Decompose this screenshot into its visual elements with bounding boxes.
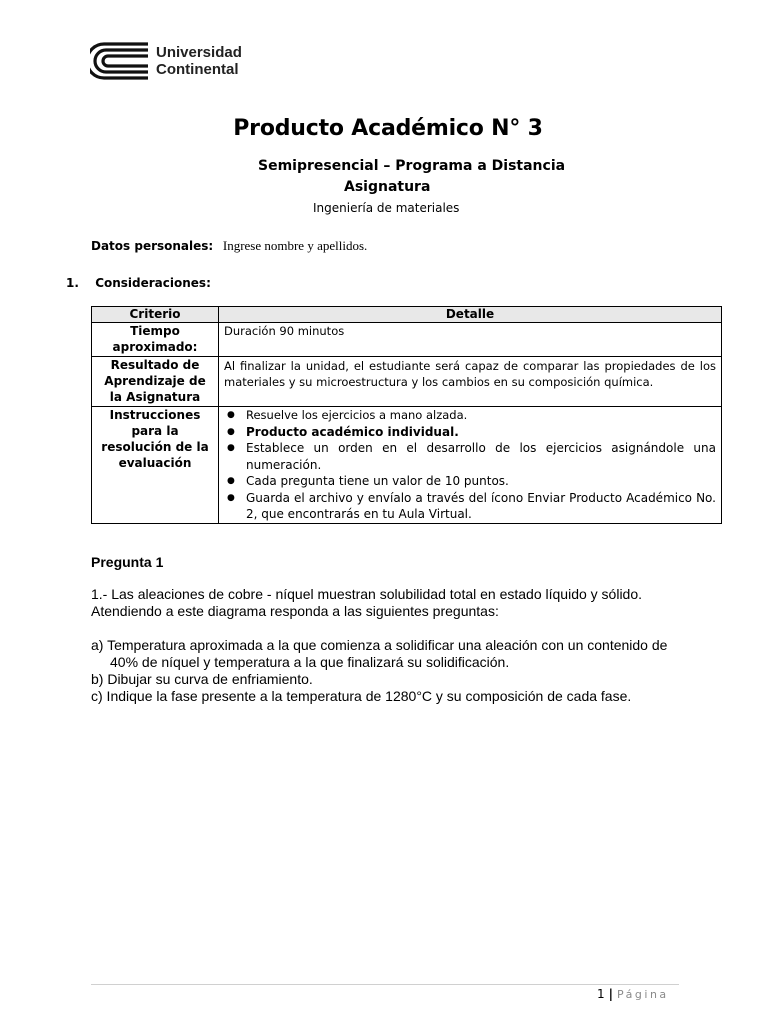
footer-divider [91,984,679,985]
detail-cell [219,407,722,524]
list-item: ● Guarda el archivo y envíalo a través del ícono Enviar Producto Académico No. 2, que encontrarás en tu Aula Virtual. [246,490,716,523]
table-header-detalle: Detalle [219,307,722,323]
university-name [156,44,242,78]
detail-cell: Duración 90 minutos [219,323,722,357]
section-title: Consideraciones: [95,276,211,290]
list-item: ● Producto académico individual. [246,424,716,441]
criteria-table [91,306,722,524]
personal-data-label: Datos personales: [91,239,214,253]
detail-cell: Al finalizar la unidad, el estudiante será capaz de comparar las propiedades de los materiales y su microestructura y los cambios en su composición química. [219,357,722,407]
document-title: Producto Académico N° 3 [233,116,543,141]
modality-subtitle: Semipresencial – Programa a Distancia [258,158,566,174]
university-logo [90,40,242,82]
question-title: Pregunta 1 [91,554,164,570]
section-heading [66,276,211,290]
page-footer [597,987,669,1001]
criterion-cell: Tiempo aproximado: [92,323,219,357]
list-item: ● Resuelve los ejercicios a mano alzada. [246,407,716,424]
question-item: b) Dibujar su curva de enfriamiento. [91,671,313,687]
table-row [92,357,722,407]
subject-name: Ingeniería de materiales [313,201,460,215]
criterion-cell: Instrucciones para la resolución de la evaluación [92,407,219,524]
subject-label: Asignatura [344,179,431,195]
table-header-row [92,307,722,323]
question-item: a) Temperatura aproximada a la que comienza a solidificar una aleación con un contenido de 40% de níquel y temperatura a la que finalizará su solidificación. [91,637,668,670]
footer-separator: | [608,987,614,1001]
instructions-list [224,407,716,523]
university-logo-icon [90,40,150,82]
question-intro-text: 1.- Las aleaciones de cobre - níquel muestran solubilidad total en estado líquido y sólido. Atendiendo a este diagrama responda a las siguientes preguntas: [91,586,643,619]
logo-line-1: Universidad [156,44,242,61]
table-row [92,323,722,357]
personal-data-field[interactable]: Ingrese nombre y apellidos. [222,238,368,253]
page-word: Página [617,988,669,1001]
section-number: 1. [66,276,79,290]
question-items [91,637,671,705]
list-item: ● Cada pregunta tiene un valor de 10 puntos. [246,473,716,490]
question-item: c) Indique la fase presente a la temperatura de 1280°C y su composición de cada fase. [91,688,632,704]
page-number: 1 [597,987,605,1001]
logo-line-2: Continental [156,61,239,78]
table-header-criterio: Criterio [92,307,219,323]
personal-data [91,238,367,254]
table-row [92,407,722,524]
list-item: ● Establece un orden en el desarrollo de los ejercicios asignándole una numeración. [246,440,716,473]
question-intro [91,586,671,620]
criterion-cell: Resultado de Aprendizaje de la Asignatura [92,357,219,407]
